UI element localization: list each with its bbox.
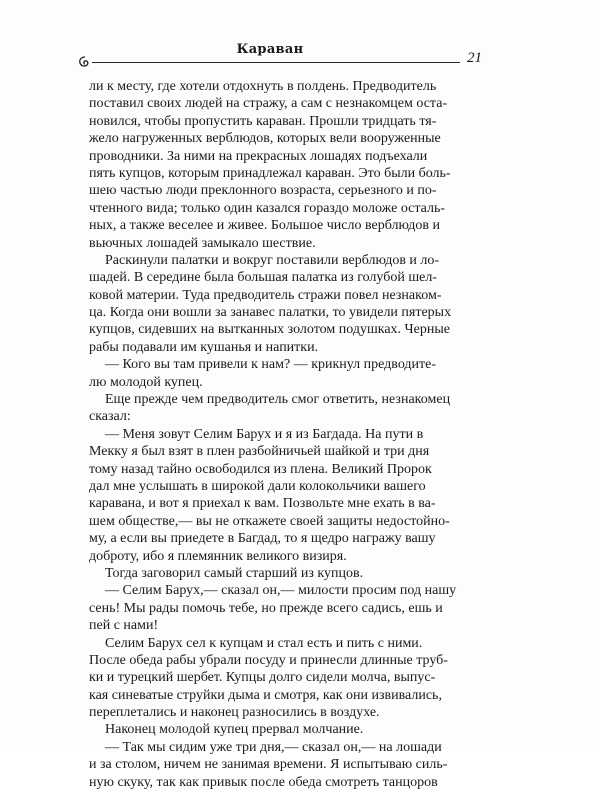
- text-line: ковой материи. Туда предводитель стражи повел незнаком-: [89, 287, 442, 303]
- text-line: переплетались и наконец разносились в воздухе.: [89, 705, 380, 721]
- text-line: кая синеватые струйки дыма и смотря, как они извивались,: [89, 687, 442, 703]
- text-line: ную скуку, так как привык после обеда смотреть танцоров: [89, 774, 438, 790]
- text-line: каравана, и вот я приехал к вам. Позвольте мне ехать в ва-: [89, 496, 436, 512]
- text-line: — Так мы сидим уже три дня,— сказал он,— на лошади: [105, 739, 442, 755]
- text-line: шадей. В середине была большая палатка из голубой шел-: [89, 270, 437, 286]
- text-line: проводники. За ними на прекрасных лошадях подъехали: [89, 148, 428, 164]
- text-line: му, а если вы приедете в Багдад, то я щедро награжу вашу: [89, 531, 436, 547]
- text-line: поставил своих людей на стражу, а сам с незнакомцем оста-: [89, 96, 448, 112]
- text-line: Раскинули палатки и вокруг поставили верблюдов и ло-: [105, 252, 440, 268]
- text-line: — Селим Барух,— сказал он,— милости просим под нашу: [105, 583, 457, 599]
- body-text: [89, 78, 463, 791]
- text-line: Наконец молодой купец прервал молчание.: [105, 722, 364, 738]
- text-line: чтенного вида; только один казался гораздо моложе осталь-: [89, 200, 446, 216]
- text-line: дал мне услышать в широкой дали колокольчики вашего: [89, 478, 426, 494]
- text-line: ки и турецкий шербет. Купцы долго сидели молча, выпус-: [89, 670, 436, 686]
- text-line: Тогда заговорил самый старший из купцов.: [105, 565, 364, 581]
- page-header: [80, 42, 460, 70]
- text-line: доброту, ибо я племянник великого визиря.: [89, 548, 347, 564]
- text-line: лю молодой купец.: [89, 374, 203, 390]
- running-title: Караван: [236, 42, 304, 57]
- text-line: сень! Мы рады помочь тебе, но прежде всего садись, ешь и: [89, 600, 443, 616]
- text-line: шею частью люди преклонного возраста, серьезного и по-: [89, 183, 437, 199]
- ornament-icon: [78, 56, 92, 68]
- text-line: Мекку я был взят в плен разбойничьей шайкой и три дня: [89, 444, 430, 460]
- text-line: тому назад тайно освободился из плена. Великий Пророк: [89, 461, 432, 477]
- text-line: Селим Барух сел к купцам и стал есть и пить с ними.: [105, 635, 423, 651]
- text-line: купцов, сидевших на вытканных золотом подушках. Черные: [89, 322, 450, 338]
- text-line: новился, чтобы пропустить караван. Прошли тридцать тя-: [89, 113, 437, 129]
- text-line: ца. Когда они вошли за занавес палатки, то увидели пятерых: [89, 305, 452, 321]
- text-line: ных, а также веселее и живее. Большое число верблюдов и: [89, 218, 440, 234]
- text-line: рабы подавали им кушанья и напитки.: [89, 339, 319, 355]
- text-line: — Меня зовут Селим Барух и я из Багдада. На пути в: [105, 426, 424, 442]
- header-rule: [92, 62, 460, 63]
- page-number: 21: [467, 50, 482, 66]
- text-line: пять купцов, которым принадлежал караван. Это были боль-: [89, 165, 451, 181]
- text-line: сказал:: [89, 409, 131, 425]
- text-line: После обеда рабы убрали посуду и принесли длинные труб-: [89, 652, 448, 668]
- text-line: жело нагруженных верблюдов, которых вели вооруженные: [89, 131, 441, 147]
- text-line: пей с нами!: [89, 618, 159, 634]
- text-line: шем обществе,— вы не откажете своей защиты недостойно-: [89, 513, 450, 529]
- text-line: Еще прежде чем предводитель смог ответить, незнакомец: [105, 392, 451, 408]
- text-line: и за столом, ничем не занимая времени. Я испытываю силь-: [89, 757, 448, 773]
- text-line: вьючных лошадей замыкало шествие.: [89, 235, 316, 251]
- text-line: — Кого вы там привели к нам? — крикнул предводите-: [105, 357, 437, 373]
- text-line: ли к месту, где хотели отдохнуть в полдень. Предводитель: [89, 79, 437, 94]
